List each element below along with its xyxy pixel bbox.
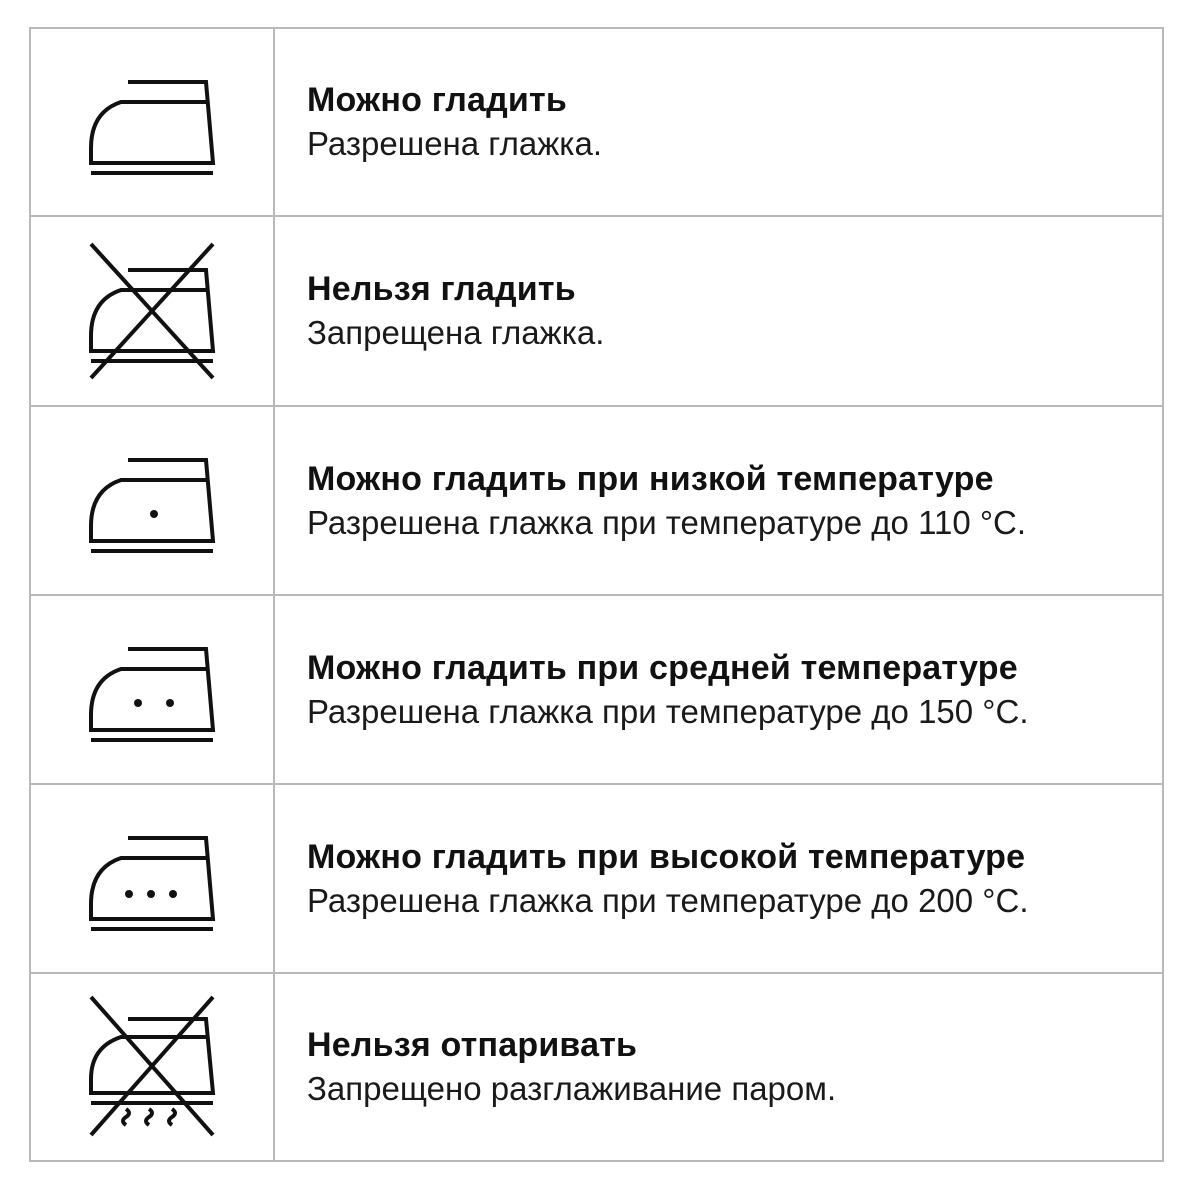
iron-high-temp-icon (76, 818, 226, 944)
steam-wave (146, 1109, 152, 1125)
row-description: Запрещено разглаживание паром. (307, 1070, 837, 1107)
icon-cell (31, 217, 275, 405)
row-description: Разрешена глажка при температуре до 150 °С. (307, 692, 1029, 730)
text-cell (275, 596, 1162, 783)
row-title: Можно гладить при низкой температуре (307, 459, 994, 498)
icon-cell (31, 974, 275, 1160)
temperature-dot (150, 510, 158, 518)
steam-wave (169, 1109, 175, 1125)
icon-cell (31, 407, 275, 594)
temperature-dot (166, 699, 174, 707)
text-cell (275, 974, 1162, 1160)
table-row-low-temp (31, 407, 1162, 596)
steam-wave (123, 1109, 129, 1125)
text-cell (275, 29, 1162, 215)
temperature-dot (147, 890, 155, 898)
temperature-dot (125, 890, 133, 898)
row-description: Запрещена глажка. (307, 314, 605, 351)
iron-icon (76, 62, 226, 188)
ironing-symbols-table (29, 27, 1164, 1162)
row-title: Можно гладить при средней температуре (307, 648, 1018, 687)
iron-medium-temp-icon (76, 629, 226, 755)
row-title: Можно гладить (307, 81, 567, 119)
table-row-no-iron (31, 217, 1162, 407)
table-row-medium-temp (31, 596, 1162, 785)
table-row-can-iron (31, 29, 1162, 217)
icon-cell (31, 785, 275, 972)
no-steam-icon (76, 1007, 226, 1133)
text-cell (275, 407, 1162, 594)
row-title: Можно гладить при высокой температуре (307, 837, 1026, 876)
no-iron-icon (76, 250, 226, 376)
table-row-high-temp (31, 785, 1162, 974)
temperature-dot (169, 890, 177, 898)
row-description: Разрешена глажка при температуре до 110 °С. (307, 503, 1027, 541)
table-row-no-steam (31, 974, 1162, 1160)
temperature-dot (134, 699, 142, 707)
row-description: Разрешена глажка. (307, 125, 602, 162)
row-description: Разрешена глажка при температуре до 200 °С. (307, 881, 1029, 919)
text-cell (275, 217, 1162, 405)
iron-low-temp-icon (76, 440, 226, 566)
icon-cell (31, 596, 275, 783)
row-title: Нельзя отпаривать (307, 1026, 638, 1064)
row-title: Нельзя гладить (307, 270, 576, 308)
text-cell (275, 785, 1162, 972)
icon-cell (31, 29, 275, 215)
